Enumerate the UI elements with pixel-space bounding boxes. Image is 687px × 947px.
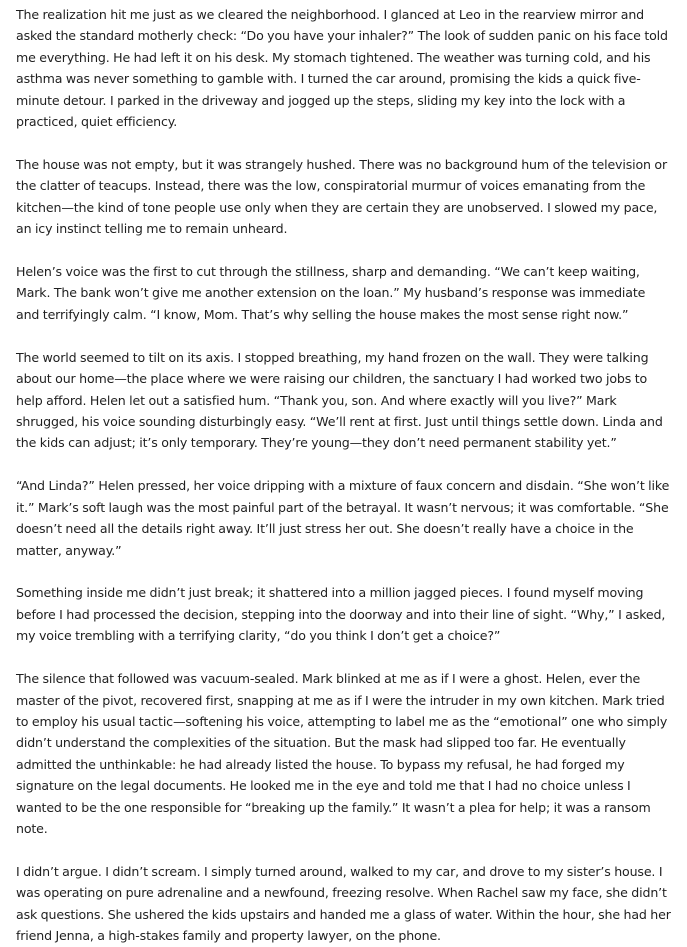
- paragraph-6: Something inside me didn’t just break; it shattered into a million jagged pieces. I found myself moving before I had processed the decision, stepping into the doorway and into their line of sight. “Why,” I asked, my voice trembling with a terrifying clarity, “do you think I don’t get a choice?”: [16, 585, 666, 644]
- paragraph-5: “And Linda?” Helen pressed, her voice dripping with a mixture of faux concern and disdain. “She won’t like it.” Mark’s soft laugh was the most painful part of the betrayal. It wasn’t nervous; it was comfortable. “She doesn’t need all the details right away. It’ll just stress her out. She doesn’t really have a choice in the matter, anyway.”: [16, 478, 670, 558]
- paragraph-7: The silence that followed was vacuum-sealed. Mark blinked at me as if I were a ghost. Helen, ever the master of the pivot, recovered first, snapping at me as if I were the intruder in my own kitchen. Mark tried to employ his usual tactic—softening his voice, attempting to label me as the “emotional” one who simply didn’t understand the complexities of the situation. But the mask had slipped too far. He eventually admitted the unthinkable: he had already listed the house. To bypass my refusal, he had forged my signature on the legal documents. He looked me in the eye and told me that I had no choice unless I wanted to be the one responsible for “breaking up the family.” It wasn’t a plea for help; it was a ransom note.: [16, 671, 668, 836]
- paragraph-2: The house was not empty, but it was strangely hushed. There was no background hum of the television or the clatter of teacups. Instead, there was the low, conspiratorial murmur of voices emanating from the kitchen—the kind of tone people use only when they are certain they are unobserved. I slowed my pace, an icy instinct telling me to remain unheard.: [16, 156, 667, 237]
- paragraph-1: The realization hit me just as we cleared the neighborhood. I glanced at Leo in the rearview mirror and asked the standard motherly check: “Do you have your inhaler?” The look of sudden panic on his face told me everything. He had left it on his desk. My stomach tightened. The weather was turning cold, and his asthma was never something to gamble with. I turned the car around, promising the kids a quick five-minute detour. I parked in the driveway and jogged up the steps, sliding my key into the lock with a practiced, quiet efficiency.: [16, 7, 668, 130]
- paragraph-8: I didn’t argue. I didn’t scream. I simply turned around, walked to my car, and drove to my sister’s house. I was operating on pure adrenaline and a newfound, freezing resolve. When Rachel saw my face, she didn’t ask questions. She ushered the kids upstairs and handed me a glass of water. Within the hour, she had her friend Jenna, a high-stakes family and property lawyer, on the phone.: [16, 863, 671, 944]
- paragraph-4: The world seemed to tilt on its axis. I stopped breathing, my hand frozen on the wall. They were talking about our home—the place where we were raising our children, the sanctuary I had worked two jobs to help afford. Helen let out a satisfied hum. “Thank you, son. And where exactly will you live?” Mark shrugged, his voice sounding disturbingly easy. “We’ll rent at first. Just until things settle down. Linda and the kids can adjust; it’s only temporary. They’re young—they don’t need permanent stability yet.”: [16, 349, 663, 451]
- paragraph-3: Helen’s voice was the first to cut through the stillness, sharp and demanding. “We can’t keep waiting, Mark. The bank won’t give me another extension on the loan.” My husband’s response was immediate and terrifyingly calm. “I know, Mom. That’s why selling the house makes the most sense right now.”: [16, 264, 646, 322]
